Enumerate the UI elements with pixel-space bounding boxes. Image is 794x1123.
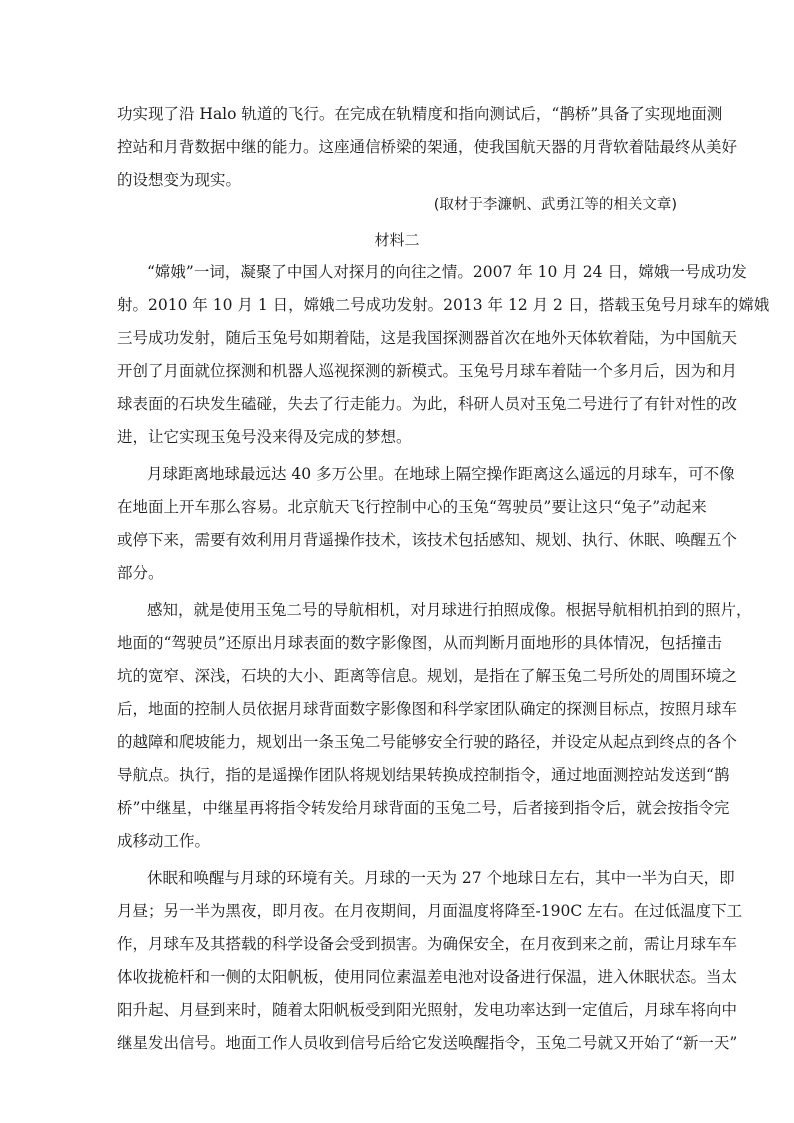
- paragraph-1-line-1: “嫦娥”一词，凝聚了中国人对探月的向往之情。2007 年 10 月 24 日，嫦娥一号成功发: [147, 263, 747, 281]
- paragraph-1-line-5: 球表面的石块发生磕碰，失去了行走能力。为此，科研人员对玉兔二号进行了有针对性的改: [117, 395, 738, 413]
- paragraph-2-line-1: 月球距离地球最远达 40 多万公里。在地球上隔空操作距离这么遥远的月球车，可不像: [147, 465, 735, 483]
- paragraph-1-line-4: 开创了月面就位探测和机器人巡视探测的新模式。玉兔号月球车着陆一个多月后，因为和月: [117, 362, 738, 380]
- paragraph-1-line-2: 射。2010 年 10 月 1 日，嫦娥二号成功发射。2013 年 12 月 2 日，搭载玉兔号月球车的嫦娥: [117, 296, 770, 314]
- paragraph-3-line-3: 坑的宽窄、深浅，石块的大小、距离等信息。规划，是指在了解玉兔二号所处的周围环境之: [117, 667, 738, 685]
- source-citation: (取材于李濂帆、武勇江等的相关文章): [433, 197, 677, 213]
- paragraph-3-line-4: 后，地面的控制人员依据月球背面数字影像图和科学家团队确定的探测目标点，按照月球车: [117, 700, 738, 718]
- paragraph-4-line-3: 作，月球车及其搭载的科学设备会受到损害。为确保安全，在月夜到来之前，需让月球车车: [117, 935, 738, 953]
- paragraph-3-line-8: 成移动工作。: [117, 832, 211, 850]
- paragraph-1-line-6: 进，让它实现玉兔号没来得及完成的梦想。: [117, 428, 412, 446]
- paragraph-3-line-7: 桥”中继星，中继星再将指令转发给月球背面的玉兔二号，后者接到指令后，就会按指令完: [117, 799, 730, 817]
- paragraph-2-line-2: 在地面上开车那么容易。北京航天飞行控制中心的玉兔“驾驶员”要让这只“兔子”动起来: [117, 498, 707, 516]
- paragraph-3-line-1: 感知，就是使用玉兔二号的导航相机，对月球进行拍照成像。根据导航相机拍到的照片，: [147, 601, 752, 619]
- top-paragraph-line-1: 功实现了沿 Halo 轨道的飞行。在完成在轨精度和指向测试后，“鹊桥”具备了实现地面测: [117, 105, 723, 123]
- paragraph-2-line-4: 部分。: [117, 564, 164, 582]
- paragraph-4-line-4: 体收拢桅杆和一侧的太阳帆板，使用同位素温差电池对设备进行保温，进入休眠状态。当太: [117, 968, 738, 986]
- paragraph-4-line-2: 月昼；另一半为黑夜，即月夜。在月夜期间，月面温度将降至-190C 左右。在过低温度下工: [117, 902, 743, 920]
- paragraph-3-line-5: 的越障和爬坡能力，规划出一条玉兔二号能够安全行驶的路径，并设定从起点到终点的各个: [117, 733, 738, 751]
- paragraph-4-line-5: 阳升起、月昼到来时，随着太阳帆板受到阳光照射，发电功率达到一定值后，月球车将向中: [117, 1001, 738, 1019]
- paragraph-1-line-3: 三号成功发射，随后玉兔号如期着陆，这是我国探测器首次在地外天体软着陆，为中国航天: [117, 329, 738, 347]
- section-title: 材料二: [374, 231, 420, 249]
- paragraph-4-line-6: 继星发出信号。地面工作人员收到信号后给它发送唤醒指令，玉兔二号就又开始了“新一天”: [117, 1034, 738, 1052]
- paragraph-3-line-6: 导航点。执行，指的是遥操作团队将规划结果转换成控制指令，通过地面测控站发送到“鹊: [117, 766, 730, 784]
- paragraph-3-line-2: 地面的“驾驶员”还原出月球表面的数字影像图，从而判断月面地形的具体情况，包括撞击: [117, 634, 722, 652]
- paragraph-4-line-1: 休眠和唤醒与月球的环境有关。月球的一天为 27 个地球日左右，其中一半为白天，即: [147, 869, 735, 887]
- top-paragraph-line-3: 的设想变为现实。: [117, 171, 242, 189]
- top-paragraph-line-2: 控站和月背数据中继的能力。这座通信桥梁的架通，使我国航天器的月背软着陆最终从美好: [117, 138, 738, 156]
- paragraph-2-line-3: 或停下来，需要有效利用月背遥操作技术，该技术包括感知、规划、执行、休眠、唤醒五个: [117, 531, 738, 549]
